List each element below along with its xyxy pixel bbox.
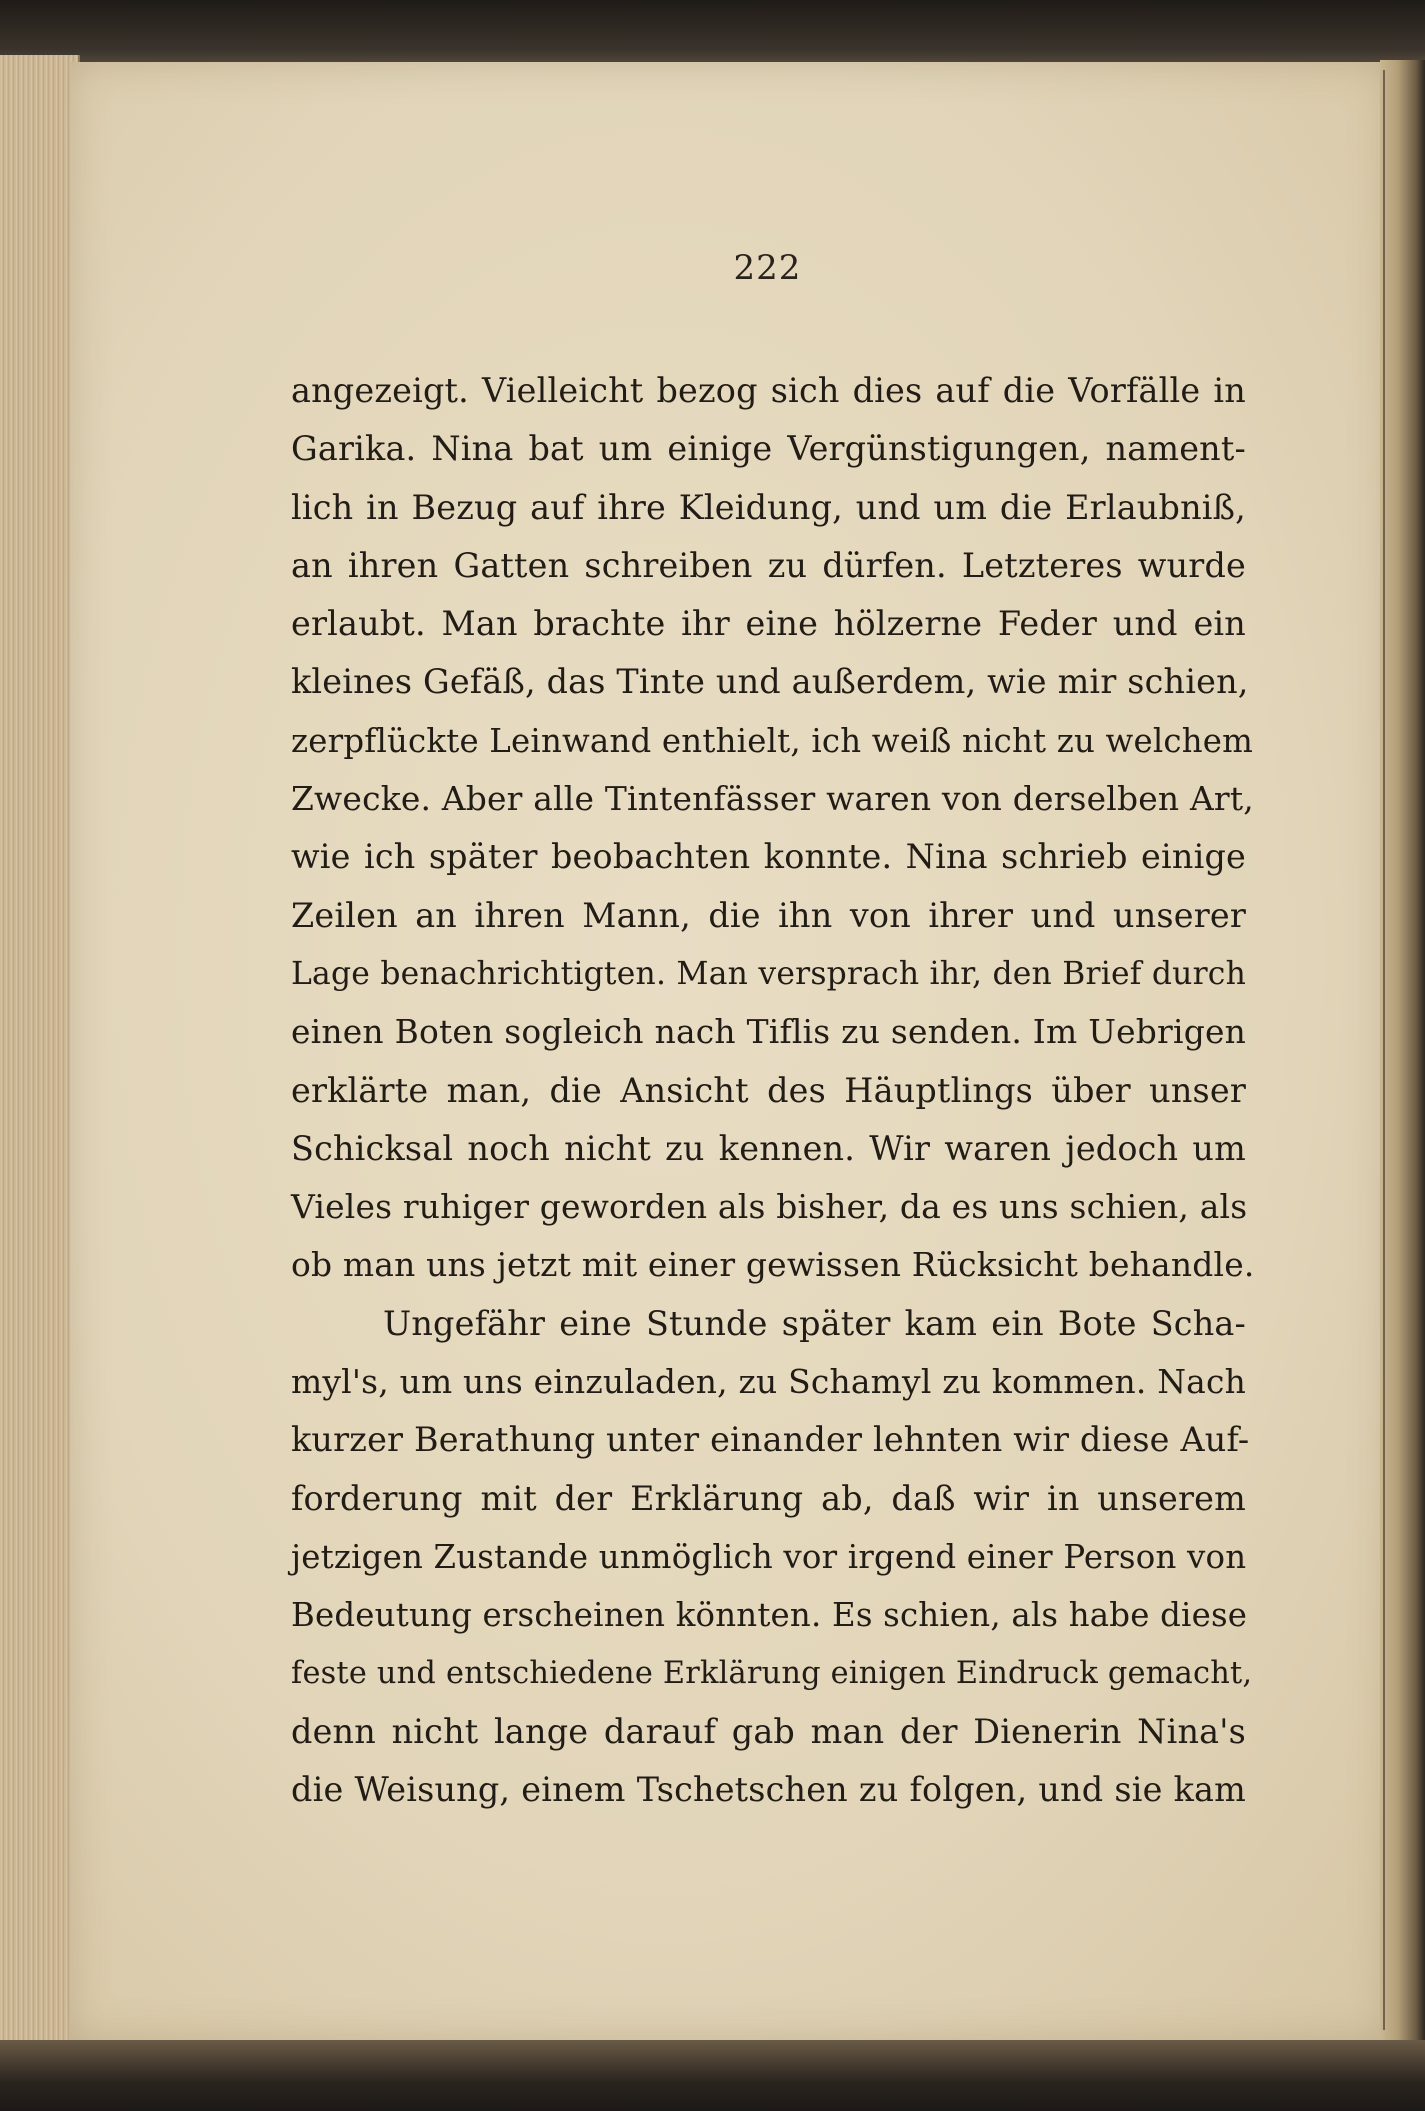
text-line: Schicksal noch nicht zu kennen. Wir waren jedoch um: [291, 1128, 1246, 1168]
text-line: kleines Gefäß, das Tinte und außerdem, wie mir schien,: [291, 662, 1249, 702]
text-line: Zeilen an ihren Mann, die ihn von ihrer und unserer: [291, 895, 1246, 935]
text-line: Vieles ruhiger geworden als bisher, da es uns schien, als: [291, 1187, 1248, 1227]
text-line: Bedeutung erscheinen könnten. Es schien, als habe diese: [291, 1596, 1248, 1635]
page-edges: [0, 55, 80, 2045]
text-line: forderung mit der Erklärung ab, daß wir in unserem: [291, 1478, 1246, 1518]
text-line: feste und entschiedene Erklärung einigen Eindruck gemacht,: [291, 1655, 1253, 1691]
gutter-line: [1383, 70, 1385, 2030]
text-line: kurzer Berathung unter einander lehnten wir diese Auf-: [291, 1420, 1250, 1460]
text-line: erklärte man, die Ansicht des Häuptlings über unser: [291, 1070, 1246, 1110]
text-line: wie ich später beobachten konnte. Nina schrieb einige: [291, 837, 1246, 877]
text-line: zerpflückte Leinwand enthielt, ich weiß nicht zu welchem: [291, 721, 1254, 760]
text-line: an ihren Gatten schreiben zu dürfen. Letzteres wurde: [291, 545, 1246, 585]
book-cover-bottom: [0, 2040, 1425, 2111]
text-line: myl's, um uns einzuladen, zu Schamyl zu kommen. Nach: [291, 1362, 1246, 1402]
text-line: Zwecke. Aber alle Tintenfässer waren von derselben Art,: [291, 779, 1254, 819]
body-text: [291, 362, 1255, 1819]
page-number: 222: [733, 248, 802, 288]
text-line: Lage benachrichtigten. Man versprach ihr, den Brief durch: [291, 955, 1246, 992]
text-line: erlaubt. Man brachte ihr eine hölzerne Feder und ein: [291, 604, 1246, 644]
text-line: die Weisung, einem Tschetschen zu folgen, und sie kam: [291, 1770, 1246, 1810]
text-line: jetzigen Zustande unmöglich vor irgend einer Person von: [291, 1537, 1247, 1576]
text-line: Garika. Nina bat um einige Vergünstigungen, nament-: [291, 429, 1246, 469]
text-line: einen Boten sogleich nach Tiflis zu senden. Im Uebrigen: [291, 1012, 1246, 1052]
book-gutter: [1380, 60, 1425, 2050]
text-line: angezeigt. Vielleicht bezog sich dies auf die Vorfälle in: [291, 371, 1246, 410]
book-cover-top: [0, 0, 1425, 70]
text-line-paragraph-start: Ungefähr eine Stunde später kam ein Bote Scha-: [383, 1303, 1246, 1343]
text-line: lich in Bezug auf ihre Kleidung, und um die Erlaubniß,: [291, 487, 1246, 527]
text-line: denn nicht lange darauf gab man der Dienerin Nina's: [291, 1711, 1246, 1751]
text-line: ob man uns jetzt mit einer gewissen Rücksicht behandle.: [291, 1245, 1255, 1285]
